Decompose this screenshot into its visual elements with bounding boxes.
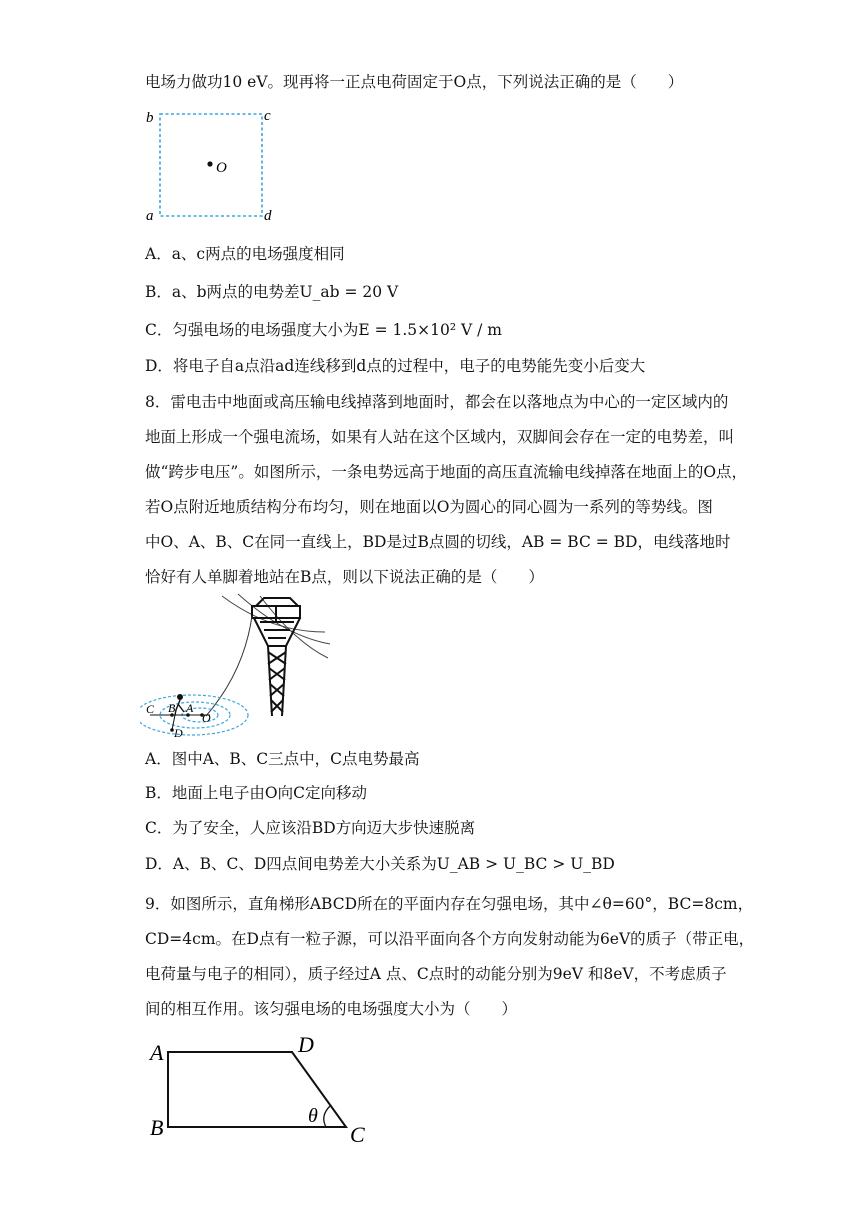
- q8-option-c: C．为了安全，人应该沿BD方向迈大步快速脱离: [145, 819, 476, 837]
- q9-trapezoid-figure: [140, 1030, 380, 1150]
- q8-line-3: 做“跨步电压”。如图所示，一条电势远高于地面的高压直流输电线掉落在地面上的O点，: [145, 463, 748, 481]
- q8-option-a: A．图中A、B、C三点中，C点电势最高: [145, 750, 420, 768]
- q8-label-A: A: [186, 701, 194, 715]
- q7-label-d: d: [264, 208, 272, 224]
- q7-label-c: c: [264, 108, 271, 124]
- q7-square-figure: [140, 104, 290, 224]
- q9-label-theta: θ: [308, 1105, 318, 1127]
- q8-option-d: D．A、B、C、D四点间电势差大小关系为U_AB > U_BC > U_BD: [145, 855, 615, 873]
- q9-label-D: D: [298, 1032, 314, 1057]
- q7-option-a: A．a、c两点的电场强度相同: [145, 245, 345, 263]
- q8-line-2: 地面上形成一个强电流场，如果有人站在这个区域内，双脚间会存在一定的电势差，叫: [145, 428, 735, 446]
- q9-line-1: 9．如图所示，直角梯形ABCD所在的平面内存在匀强电场，其中∠θ=60°，BC=8cm，: [145, 895, 754, 913]
- q8-label-C: C: [146, 702, 155, 716]
- transmission-tower-icon: [252, 598, 300, 716]
- q7-intro: 电场力做功10 eV。现再将一正点电荷固定于O点，下列说法正确的是（ ）: [145, 73, 684, 91]
- q8-powerline-figure: [140, 592, 340, 742]
- q8-line-4: 若O点附近地质结构分布均匀，则在地面以O为圆心的同心圆为一系列的等势线。图: [145, 498, 713, 516]
- q8-option-b: B．地面上电子由O向C定向移动: [145, 784, 367, 802]
- q7-option-b: B．a、b两点的电势差U_ab = 20 V: [145, 283, 399, 301]
- q8-label-D: D: [174, 726, 183, 740]
- q9-line-2: CD=4cm。在D点有一粒子源，可以沿平面向各个方向发射动能为6eV的质子（带正电，: [145, 930, 755, 948]
- q7-label-O: O: [216, 160, 227, 176]
- q8-line-5: 中O、A、B、C在同一直线上，BD是过B点圆的切线，AB = BC = BD，电线落地时: [145, 533, 731, 551]
- q9-line-3: 电荷量与电子的相同），质子经过A 点、C点时的动能分别为9eV 和8eV，不考虑质子: [145, 965, 727, 983]
- q8-label-O: O: [202, 711, 211, 725]
- q9-label-B: B: [150, 1115, 164, 1140]
- q7-label-a: a: [146, 208, 154, 224]
- q9-label-C: C: [350, 1122, 365, 1147]
- q8-label-B: B: [168, 701, 176, 715]
- q9-label-A: A: [150, 1040, 164, 1065]
- q7-label-b: b: [146, 110, 154, 126]
- q7-option-c: C．匀强电场的电场强度大小为E = 1.5×10² V / m: [145, 321, 502, 339]
- q9-line-4: 间的相互作用。该匀强电场的电场强度大小为（ ）: [145, 1000, 518, 1018]
- q8-line-1: 8．雷电击中地面或高压输电线掉落到地面时，都会在以落地点为中心的一定区域内的: [145, 393, 729, 411]
- q8-line-6: 恰好有人单脚着地站在B点，则以下说法正确的是（ ）: [145, 568, 544, 586]
- q7-option-d: D．将电子自a点沿ad连线移到d点的过程中，电子的电势能先变小后变大: [145, 357, 646, 375]
